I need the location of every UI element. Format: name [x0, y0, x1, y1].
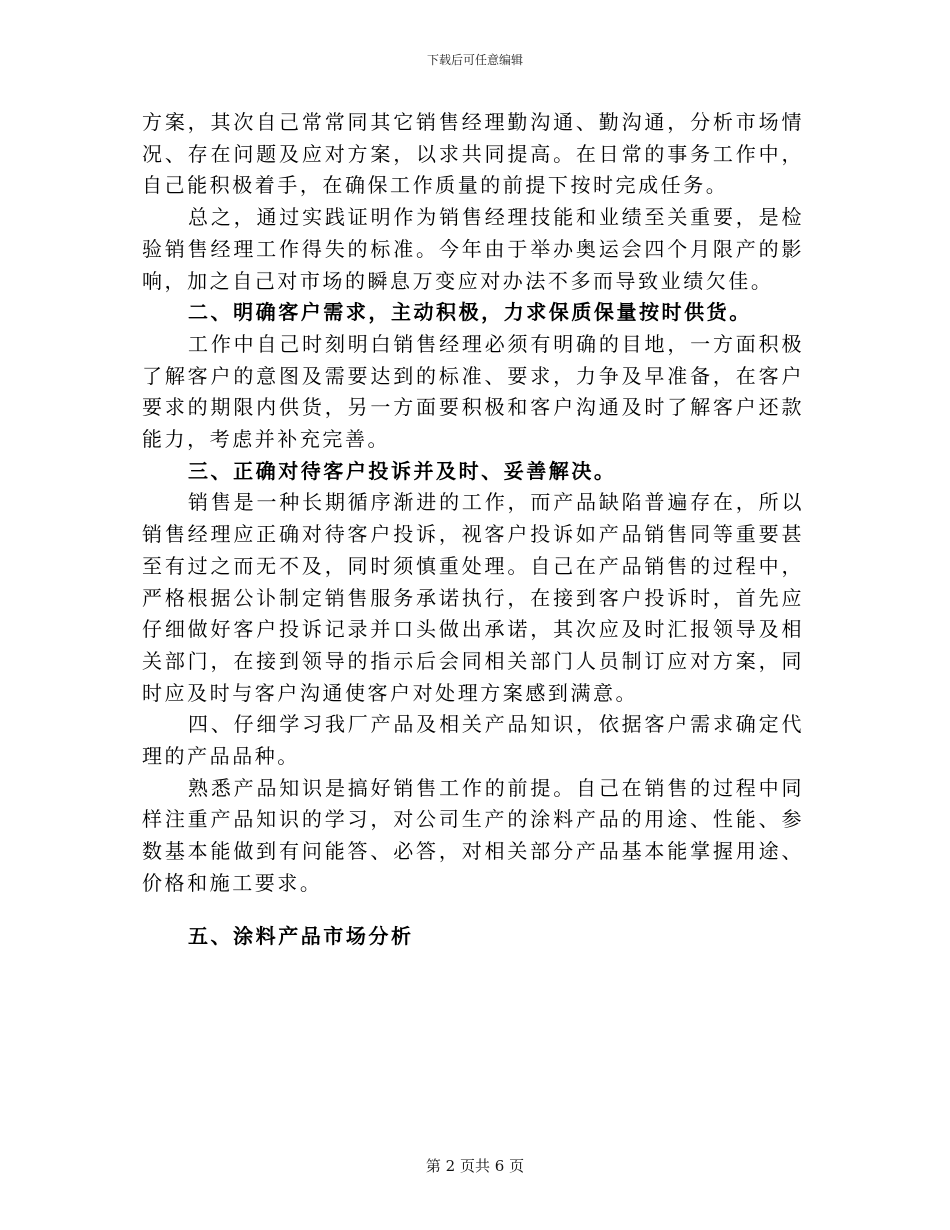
section-heading-4: 四、仔细学习我厂产品及相关产品知识，依据客户需求确定代理的产品品种。 [142, 712, 804, 769]
page-footer: 第 2 页共 6 页 [425, 1157, 525, 1175]
section-heading-3: 三、正确对待客户投诉并及时、妥善解决。 [188, 458, 617, 483]
paragraph-complaints: 销售是一种长期循序渐进的工作，而产品缺陷普遍存在，所以销售经理应正确对待客户投诉，视客户投诉如产品销售同等重要甚至有过之而无不及，同时须慎重处理。自己在产品销售的过程中，严格根据公讣制定销售服务承诺执行，在接到客户投诉时，首先应仔细做好客户投诉记录并口头做出承诺，其次应及时汇报领导及相关部门，在接到领导的指示后会同相关部门人员制订应对方案，同时应及时与客户沟通使客户对处理方案感到满意。 [142, 490, 804, 705]
document-body [142, 107, 804, 952]
paragraph-summary: 总之，通过实践证明作为销售经理技能和业绩至关重要，是检验销售经理工作得失的标准。今年由于举办奥运会四个月限产的影响，加之自己对市场的瞬息万变应对办法不多而导致业绩欠佳。 [142, 205, 804, 293]
section-heading-2: 二、明确客户需求，主动积极，力求保质保量按时供货。 [188, 300, 752, 325]
paragraph-continuation: 方案，其次自己常常同其它销售经理勤沟通、勤沟通，分析市场情况、存在问题及应对方案，以求共同提高。在日常的事务工作中，自己能积极着手，在确保工作质量的前提下按时完成任务。 [142, 110, 804, 198]
paragraph-product-knowledge: 熟悉产品知识是搞好销售工作的前提。自己在销售的过程中同样注重产品知识的学习，对公司生产的涂料产品的用途、性能、参数基本能做到有问能答、必答，对相关部分产品基本能掌握用途、价格和施工要求。 [142, 775, 804, 895]
page-header: 下载后可任意编辑 [426, 53, 523, 67]
section-heading-5: 五、涂料产品市场分析 [188, 923, 414, 948]
paragraph-customer-needs: 工作中自己时刻明白销售经理必须有明确的目地，一方面积极了解客户的意图及需要达到的标准、要求，力争及早准备，在客户要求的期限内供货，另一方面要积极和客户沟通及时了解客户还款能力，考虑并补充完善。 [142, 331, 804, 452]
